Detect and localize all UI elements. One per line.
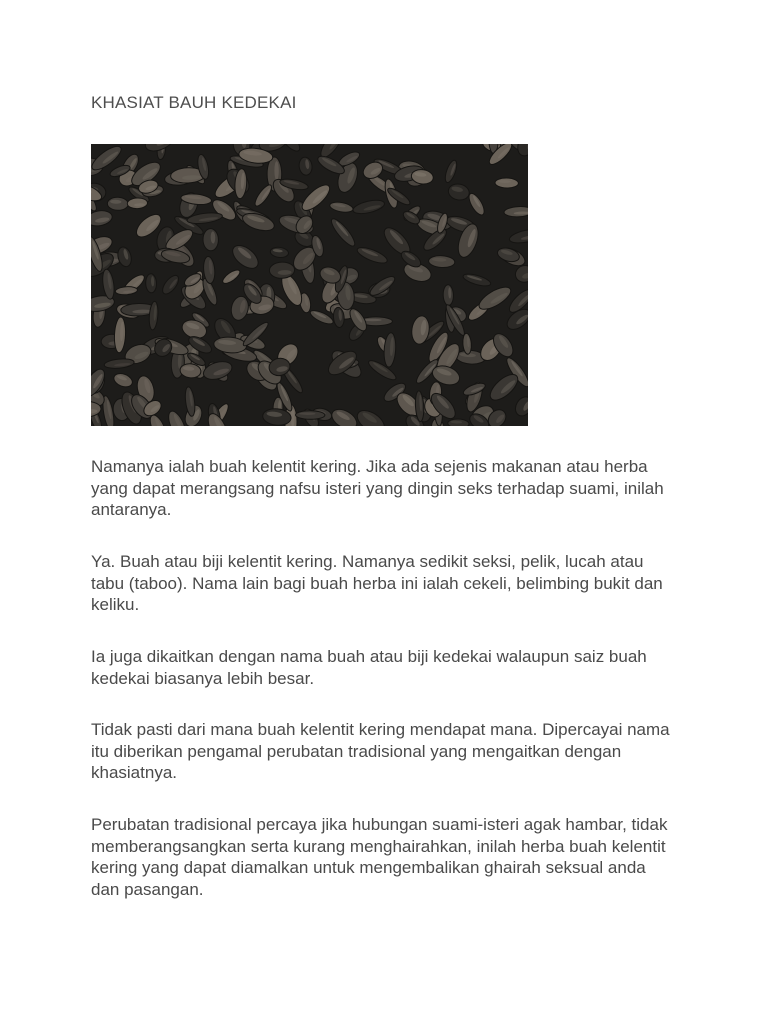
paragraph-2: Ya. Buah atau biji kelentit kering. Namanya sedikit seksi, pelik, lucah atau tabu (taboo). Nama lain bagi buah herba ini ialah cekeli, belimbing bukit dan keliku.: [91, 552, 663, 614]
paragraph-1: Namanya ialah buah kelentit kering. Jika ada sejenis makanan atau herba yang dapat merangsang nafsu isteri yang dingin seks terhadap suami, inilah antaranya.: [91, 457, 664, 519]
document-title: KHASIAT BAUH KEDEKAI: [91, 93, 297, 112]
paragraph-3: Ia juga dikaitkan dengan nama buah atau biji kedekai walaupun saiz buah kedekai biasanya lebih besar.: [91, 647, 647, 688]
photo-seeds-icon: [91, 144, 528, 426]
seeds-photo: [91, 144, 528, 426]
paragraph-5: Perubatan tradisional percaya jika hubungan suami-isteri agak hambar, tidak memberangsangkan serta kurang menghairahkan, inilah herba buah kelentit kering yang dapat diamalkan untuk mengembalikan ghairah seksual anda dan pasangan.: [91, 815, 668, 899]
paragraph-4: Tidak pasti dari mana buah kelentit kering mendapat mana. Dipercayai nama itu diberikan pengamal perubatan tradisional yang mengaitkan dengan khasiatnya.: [91, 720, 670, 782]
